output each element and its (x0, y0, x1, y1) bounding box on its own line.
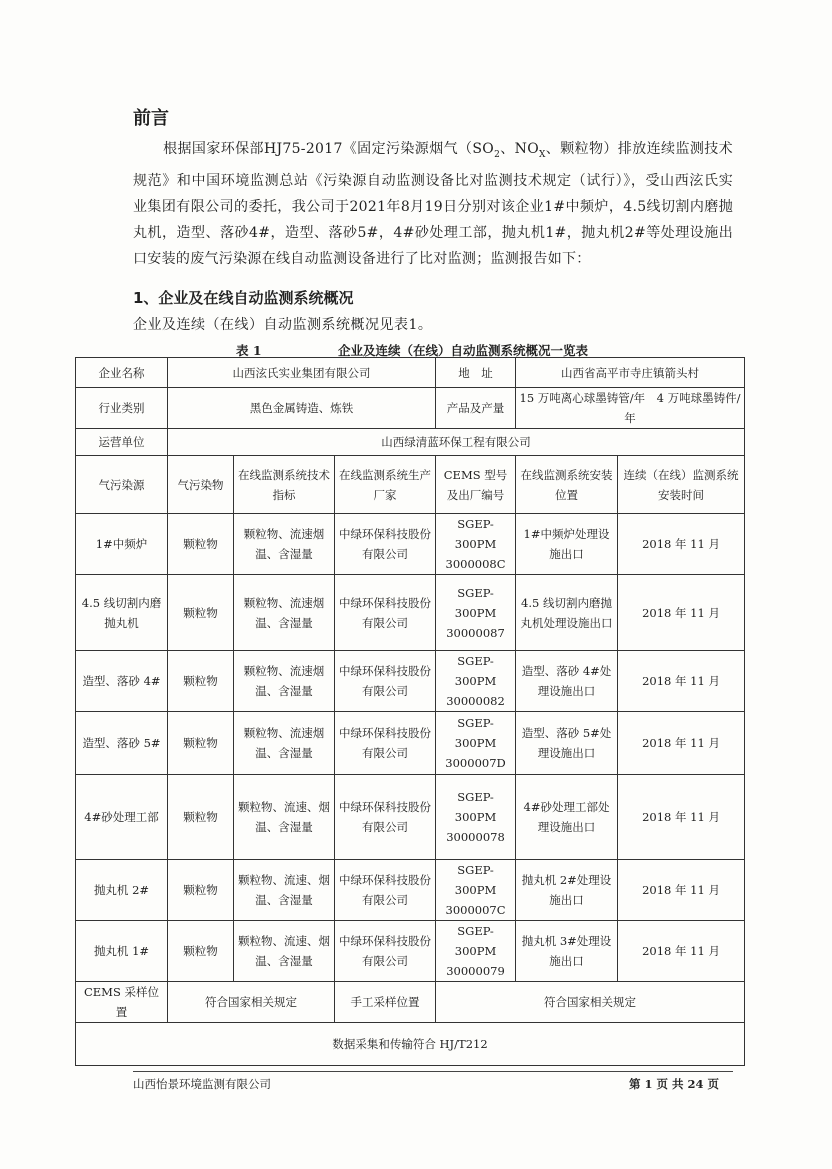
manual-label: 手工采样位置 (335, 982, 436, 1023)
indicators-cell: 颗粒物、流速、烟温、含湿量 (234, 921, 335, 982)
intro-sub1: 2 (494, 149, 501, 160)
source-cell: 4#砂处理工部 (76, 775, 168, 860)
time-cell: 2018 年 11 月 (618, 775, 745, 860)
table-caption-title: 企业及连续（在线）自动监测系统概况一览表 (338, 343, 589, 358)
maker-cell: 中绿环保科技股份有限公司 (335, 860, 436, 921)
header-cell: 连续（在线）监测系统安装时间 (618, 456, 745, 514)
pollutant-cell: 颗粒物 (168, 514, 234, 575)
source-cell: 抛丸机 1# (76, 921, 168, 982)
footer-company: 山西怡景环境监测有限公司 (133, 1077, 271, 1091)
model-cell: SGEP-300PM 3000008C (436, 514, 516, 575)
operator-row (76, 429, 745, 456)
industry-row (76, 388, 745, 429)
time-cell: 2018 年 11 月 (618, 921, 745, 982)
data-transfer-row (76, 1023, 745, 1066)
table-row (76, 775, 745, 860)
industry-value: 黑色金属铸造、炼铁 (168, 388, 436, 429)
indicators-cell: 颗粒物、流速、烟温、含湿量 (234, 775, 335, 860)
indicators-cell: 颗粒物、流速烟温、含湿量 (234, 575, 335, 651)
location-cell: 造型、落砂 4#处理设施出口 (516, 651, 618, 712)
source-cell: 造型、落砂 5# (76, 712, 168, 775)
location-cell: 4.5 线切割内磨抛丸机处理设施出口 (516, 575, 618, 651)
industry-label: 行业类别 (76, 388, 168, 429)
time-cell: 2018 年 11 月 (618, 651, 745, 712)
table-row (76, 860, 745, 921)
sampling-row (76, 982, 745, 1023)
pollutant-cell: 颗粒物 (168, 651, 234, 712)
intro-part1: 根据国家环保部HJ75-2017《固定污染源烟气（SO (163, 141, 495, 157)
section-1-title: 1、企业及在线自动监测系统概况 (133, 289, 354, 307)
maker-cell: 中绿环保科技股份有限公司 (335, 712, 436, 775)
model-cell: SGEP-300PM 3000007D (436, 712, 516, 775)
pollutant-cell: 颗粒物 (168, 921, 234, 982)
operator-label: 运营单位 (76, 429, 168, 456)
table-row (76, 921, 745, 982)
header-cell: 在线监测系统安装位置 (516, 456, 618, 514)
pollutant-cell: 颗粒物 (168, 775, 234, 860)
intro-part3: 、颗粒物）排放连续监测技术规范》和中国环境监测总站《污染源自动监测设备比对监测技术规定（试行）》，受山西泫氏实业集团有限公司的委托，我公司于2021年8月19日分别对该企业1#中频炉，4.5线切割内磨抛丸机，造型、落砂4#，造型、落砂5#，4#砂处理工部，抛丸机1#，抛丸机2#等处理设施出口安装的废气污染源在线自动监测设备进行了比对监测；监测报告如下： (133, 141, 733, 267)
model-cell: SGEP-300PM 30000078 (436, 775, 516, 860)
pollutant-cell: 颗粒物 (168, 712, 234, 775)
header-row (76, 456, 745, 514)
model-cell: SGEP-300PM 30000087 (436, 575, 516, 651)
time-cell: 2018 年 11 月 (618, 514, 745, 575)
table-row (76, 651, 745, 712)
model-cell: SGEP-300PM 30000079 (436, 921, 516, 982)
overview-table (75, 357, 745, 1066)
maker-cell: 中绿环保科技股份有限公司 (335, 775, 436, 860)
pollutant-cell: 颗粒物 (168, 860, 234, 921)
cems-label: CEMS 采样位置 (76, 982, 168, 1023)
intro-paragraph (133, 136, 733, 272)
header-cell: 在线监测系统生产厂家 (335, 456, 436, 514)
source-cell: 造型、落砂 4# (76, 651, 168, 712)
table-caption-number: 表 1 (236, 343, 262, 358)
indicators-cell: 颗粒物、流速烟温、含湿量 (234, 712, 335, 775)
address-label: 地 址 (436, 358, 516, 388)
maker-cell: 中绿环保科技股份有限公司 (335, 514, 436, 575)
location-cell: 抛丸机 3#处理设施出口 (516, 921, 618, 982)
intro-sub2: X (538, 149, 546, 160)
table-row (76, 514, 745, 575)
footer-page-number: 第 1 页 共 24 页 (629, 1077, 720, 1091)
header-cell: 气污染物 (168, 456, 234, 514)
location-cell: 4#砂处理工部处理设施出口 (516, 775, 618, 860)
table-row (76, 712, 745, 775)
indicators-cell: 颗粒物、流速烟温、含湿量 (234, 514, 335, 575)
header-cell: CEMS 型号及出厂编号 (436, 456, 516, 514)
pollutant-cell: 颗粒物 (168, 575, 234, 651)
time-cell: 2018 年 11 月 (618, 860, 745, 921)
indicators-cell: 颗粒物、流速、烟温、含湿量 (234, 860, 335, 921)
source-cell: 抛丸机 2# (76, 860, 168, 921)
time-cell: 2018 年 11 月 (618, 712, 745, 775)
maker-cell: 中绿环保科技股份有限公司 (335, 921, 436, 982)
intro-part2: 、NO (500, 141, 539, 157)
model-cell: SGEP-300PM 30000082 (436, 651, 516, 712)
company-label: 企业名称 (76, 358, 168, 388)
company-value: 山西泫氏实业集团有限公司 (168, 358, 436, 388)
location-cell: 造型、落砂 5#处理设施出口 (516, 712, 618, 775)
location-cell: 1#中频炉处理设施出口 (516, 514, 618, 575)
indicators-cell: 颗粒物、流速烟温、含湿量 (234, 651, 335, 712)
model-cell: SGEP-300PM 3000007C (436, 860, 516, 921)
product-value: 15 万吨离心球墨铸管/年 4 万吨球墨铸件/年 (516, 388, 745, 429)
operator-value: 山西绿清蓝环保工程有限公司 (168, 429, 745, 456)
time-cell: 2018 年 11 月 (618, 575, 745, 651)
header-cell: 在线监测系统技术指标 (234, 456, 335, 514)
page-heading: 前言 (133, 108, 169, 129)
table-row (76, 575, 745, 651)
header-cell: 气污染源 (76, 456, 168, 514)
address-value: 山西省高平市寺庄镇箭头村 (516, 358, 745, 388)
footer-divider (133, 1071, 733, 1072)
source-cell: 1#中频炉 (76, 514, 168, 575)
manual-value: 符合国家相关规定 (436, 982, 745, 1023)
table-reference: 企业及连续（在线）自动监测系统概况见表1。 (133, 317, 433, 333)
maker-cell: 中绿环保科技股份有限公司 (335, 575, 436, 651)
location-cell: 抛丸机 2#处理设施出口 (516, 860, 618, 921)
maker-cell: 中绿环保科技股份有限公司 (335, 651, 436, 712)
company-row (76, 358, 745, 388)
cems-value: 符合国家相关规定 (168, 982, 335, 1023)
source-cell: 4.5 线切割内磨抛丸机 (76, 575, 168, 651)
data-transfer-note: 数据采集和传输符合 HJ/T212 (76, 1023, 745, 1066)
product-label: 产品及产量 (436, 388, 516, 429)
